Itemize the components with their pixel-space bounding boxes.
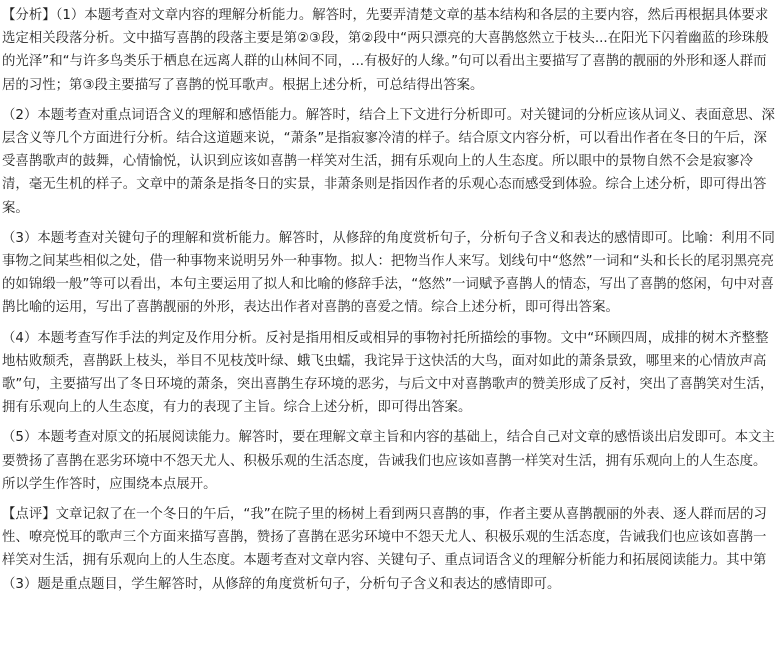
paragraph-gap <box>2 97 776 104</box>
analysis-paragraph-1: 【分析】（1）本题考查对文章内容的理解分析能力。解答时，先要弄清楚文章的基本结构和各层的主要内容，然后再根据具体要求选定相关段落分析。文中描写喜鹊的段落主要是第②③段，第②段中“两只漂亮的大喜鹊悠然立于枝头...在阳光下闪着幽蓝的珍珠般的光泽”和“与许多鸟类乐于栖息在远离人群的山林间不同，...有极好的人缘。”句可以看出主要描写了喜鹊的靓丽的外形和逐人群而居的习性；第③段主要描写了喜鹊的悦耳歌声。根据上述分析，可总结得出答案。 <box>2 8 769 93</box>
paragraph-gap <box>2 320 776 327</box>
paragraph-gap <box>2 496 776 503</box>
analysis-paragraph-2: （2）本题考查对重点词语含义的理解和感悟能力。解答时，结合上下文进行分析即可。对关键词的分析应该从词义、表面意思、深层含义等几个方面进行分析。结合这道题来说，“萧条”是指寂寥冷清的样子。结合原文内容分析，可以看出作者在冬日的午后，深受喜鹊歌声的鼓舞，心情愉悦，认识到应该如喜鹊一样笑对生活，拥有乐观向上的人生态度。所以眼中的景物自然不会是寂寥冷清，毫无生机的样子。文章中的萧条是指冬日的实景，非萧条则是指因作者的乐观心态而感受到体验。综合上述分析，即可得出答案。 <box>2 107 775 216</box>
analysis-paragraph-4: （4）本题考查写作手法的判定及作用分析。反衬是指用相反或相异的事物衬托所描绘的事物。文中“环顾四周，成排的树木齐整整地枯败颓秃，喜鹊跃上枝头，举目不见枝茂叶绿、蛾飞虫蠕，我诧异于这快活的大鸟，面对如此的萧条景致，哪里来的心情放声高歌”句，主要描写出了冬日环境的萧条，突出喜鹊生存环境的恶劣，与后文中对喜鹊歌声的赞美形成了反衬，突出了喜鹊笑对生活，拥有乐观向上的人生态度，有力的表现了主旨。综合上述分析，即可得出答案。 <box>2 330 774 416</box>
review-paragraph: 【点评】文章记叙了在一个冬日的午后，“我”在院子里的杨树上看到两只喜鹊的事，作者主要从喜鹊靓丽的外表、逐人群而居的习性、嘹亮悦耳的歌声三个方面来描写喜鹊，赞扬了喜鹊在恶劣环境中不怨天尤人、积极乐观的生活态度，告诫我们也应该如喜鹊一样笑对生活，拥有乐观向上的人生态度。本题考查对文章内容、关键句子、重点词语含义的理解分析能力和拓展阅读能力。其中第（3）题是重点题目，学生解答时，从修辞的角度赏析句子，分析句子含义和表达的感情即可。 <box>2 507 767 592</box>
answer-document <box>2 4 776 596</box>
paragraph-gap <box>2 419 776 426</box>
analysis-paragraph-5: （5）本题考查对原文的拓展阅读能力。解答时，要在理解文章主旨和内容的基础上，结合自己对文章的感悟谈出启发即可。本文主要赞扬了喜鹊在恶劣环境中不怨天尤人、积极乐观的生活态度，告诫我们也应该如喜鹊一样笑对生活，拥有乐观向上的人生态度。所以学生作答时，应围绕本点展开。 <box>2 430 775 492</box>
analysis-paragraph-3: （3）本题考查对关键句子的理解和赏析能力。解答时，从修辞的角度赏析句子，分析句子含义和表达的感情即可。比喻：利用不同事物之间某些相似之处，借一种事物来说明另外一种事物。拟人：把物当作人来写。划线句中“悠然”一词和“头和长长的尾羽黑亮亮的如锦缎一般”等可以看出，本句主要运用了拟人和比喻的修辞手法，“悠然”一词赋予喜鹊人的情态，写出了喜鹊的悠闲，句中对喜鹊比喻的运用，写出了喜鹊靓丽的外形，表达出作者对喜鹊的喜爱之情。综合上述分析，即可得出答案。 <box>2 230 775 316</box>
paragraph-gap <box>2 220 776 227</box>
